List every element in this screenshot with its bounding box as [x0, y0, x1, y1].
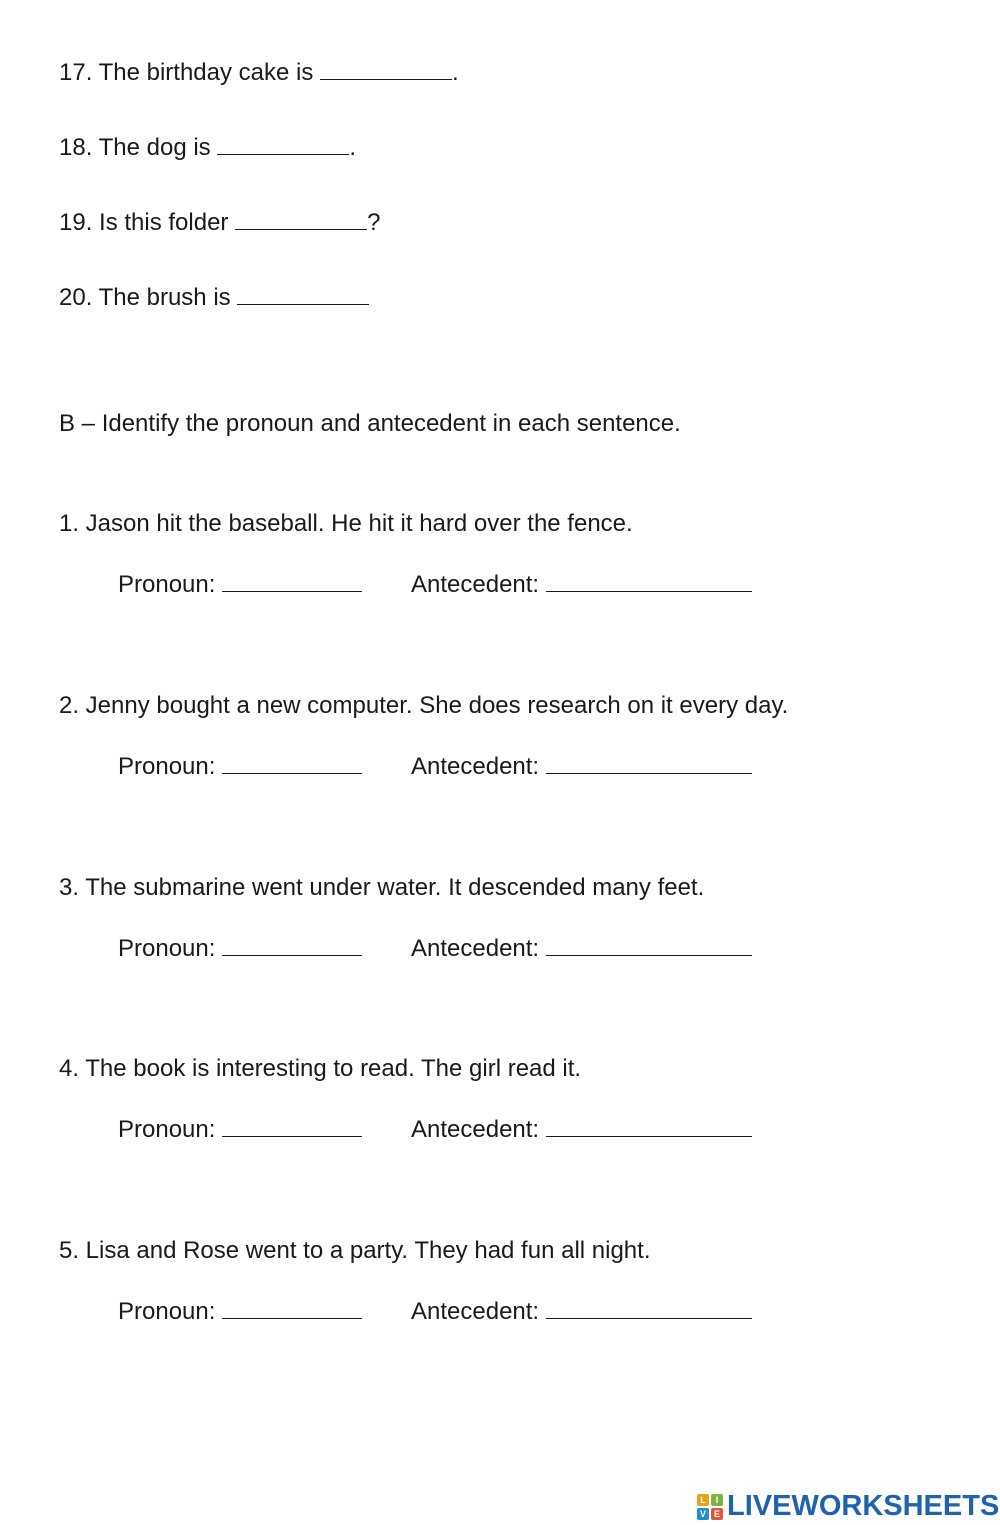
sentence-5: 5. Lisa and Rose went to a party. They had fun all night.: [59, 1237, 651, 1264]
antecedent-blank[interactable]: [546, 933, 752, 956]
question-text: 19. Is this folder: [59, 209, 236, 236]
question-text: 17. The birthday cake is: [59, 59, 321, 86]
logo-mark-icon: [697, 1494, 723, 1520]
section-b-heading: B – Identify the pronoun and antecedent in each sentence.: [59, 410, 681, 437]
question-19: [59, 207, 380, 238]
antecedent-row-5: [411, 1296, 752, 1327]
antecedent-label: Antecedent:: [411, 1298, 546, 1325]
logo-mark-letter: L: [697, 1494, 709, 1506]
antecedent-blank[interactable]: [546, 1296, 752, 1319]
question-17: [59, 57, 459, 88]
answer-blank[interactable]: [320, 57, 452, 80]
question-suffix: ?: [367, 209, 381, 236]
sentence-2: 2. Jenny bought a new computer. She does research on it every day.: [59, 692, 789, 719]
pronoun-blank[interactable]: [222, 1114, 362, 1137]
antecedent-row-3: [411, 933, 752, 964]
antecedent-label: Antecedent:: [411, 1116, 546, 1143]
antecedent-row-1: [411, 569, 752, 600]
antecedent-label: Antecedent:: [411, 571, 546, 598]
logo-mark-letter: V: [697, 1508, 709, 1520]
antecedent-blank[interactable]: [546, 1114, 752, 1137]
question-text: 18. The dog is: [59, 134, 218, 161]
pronoun-label: Pronoun:: [118, 1116, 223, 1143]
pronoun-row-4: [118, 1114, 362, 1145]
antecedent-label: Antecedent:: [411, 753, 546, 780]
antecedent-row-2: [411, 751, 752, 782]
antecedent-label: Antecedent:: [411, 935, 546, 962]
question-suffix: .: [349, 134, 357, 161]
answer-blank[interactable]: [235, 207, 367, 230]
pronoun-blank[interactable]: [222, 1296, 362, 1319]
logo-mark-letter: I: [711, 1494, 723, 1506]
question-text: 20. The brush is: [59, 284, 238, 311]
pronoun-label: Pronoun:: [118, 753, 223, 780]
antecedent-blank[interactable]: [546, 569, 752, 592]
pronoun-blank[interactable]: [222, 933, 362, 956]
pronoun-label: Pronoun:: [118, 935, 223, 962]
pronoun-blank[interactable]: [222, 751, 362, 774]
pronoun-row-5: [118, 1296, 362, 1327]
question-20: [59, 282, 369, 313]
pronoun-blank[interactable]: [222, 569, 362, 592]
antecedent-blank[interactable]: [546, 751, 752, 774]
answer-blank[interactable]: [217, 132, 349, 155]
sentence-4: 4. The book is interesting to read. The girl read it.: [59, 1055, 582, 1082]
pronoun-row-3: [118, 933, 362, 964]
logo-text: LIVEWORKSHEETS: [727, 1490, 1000, 1522]
question-18: [59, 132, 356, 163]
answer-blank[interactable]: [237, 282, 369, 305]
question-suffix: .: [452, 59, 459, 86]
pronoun-label: Pronoun:: [118, 1298, 223, 1325]
liveworksheets-logo: [697, 1490, 999, 1523]
pronoun-label: Pronoun:: [118, 571, 223, 598]
pronoun-row-2: [118, 751, 362, 782]
logo-mark-letter: E: [711, 1508, 723, 1520]
antecedent-row-4: [411, 1114, 752, 1145]
sentence-3: 3. The submarine went under water. It descended many feet.: [59, 874, 705, 901]
pronoun-row-1: [118, 569, 362, 600]
sentence-1: 1. Jason hit the baseball. He hit it hard over the fence.: [59, 510, 633, 537]
